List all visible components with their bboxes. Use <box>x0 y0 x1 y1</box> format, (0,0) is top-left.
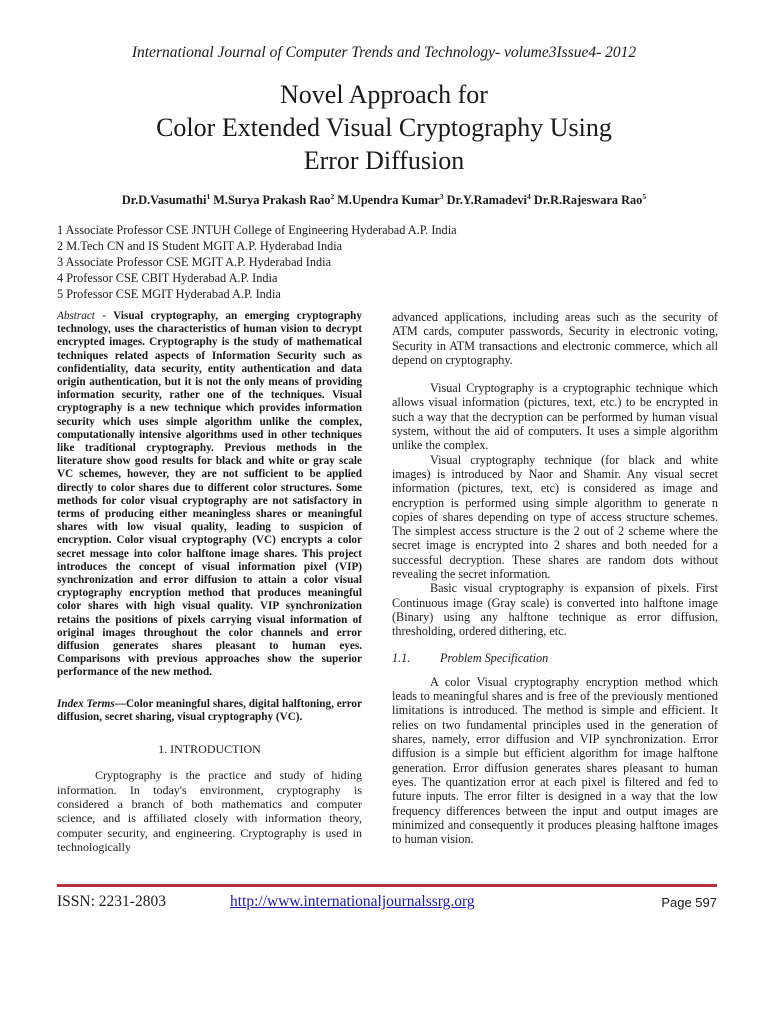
author-name: M.Upendra Kumar <box>337 193 440 207</box>
author-name: Dr.Y.Ramadevi <box>446 193 527 207</box>
index-terms-body: —Color meaningful shares, digital halftoning, error diffusion, secret sharing, visual cryptography (VC). <box>57 697 362 723</box>
affiliation: 1 Associate Professor CSE JNTUH College of Engineering Hyderabad A.P. India <box>57 223 457 237</box>
author-list <box>0 192 768 208</box>
right-column <box>392 310 718 846</box>
author-sup: 5 <box>642 192 647 201</box>
subsection-number: 1.1. <box>392 650 411 665</box>
author-sup: 2 <box>330 192 335 201</box>
author-name: Dr.D.Vasumathi <box>121 193 207 207</box>
footer-rule <box>57 884 717 887</box>
affiliation: 4 Professor CSE CBIT Hyderabad A.P. India <box>57 271 278 285</box>
author-sup: 1 <box>206 192 211 201</box>
left-column <box>57 310 362 854</box>
section-heading-introduction: 1. INTRODUCTION <box>158 742 261 757</box>
journal-header: International Journal of Computer Trends and Technology- volume3Issue4- 2012 <box>131 44 637 61</box>
intro-paragraph: Cryptography is the practice and study of hiding information. In today's environment, cryptography is considered a branch of both mathematics and computer science, and is affiliated closely with information theory, computer security, and engineering. Cryptography is used in technologically <box>57 768 362 854</box>
vc-paragraph-3: Basic visual cryptography is expansion of pixels. First Continuous image (Gray scale) is converted into halftone image (Binary) using any halftone technique as error diffusion, thresholding, ordered dithering, etc. <box>392 581 718 639</box>
author-name: Dr.R.Rajeswara Rao <box>533 193 643 207</box>
abstract-body: - Visual cryptography, an emerging cryptography technology, uses the characteristics of human vision to decrypt encrypted images. Cryptography is the study of mathematical techniques related aspects of Information Security such as confidentiality, data security, entity authentication and data origin authentication, but it is not the only means of providing information security, rather one of the techniques. Visual cryptography is a new technique which provides information security which uses simple algorithm unlike the complex, computationally intensive algorithms used in other techniques like traditional cryptography. Previous methods in the literature show good results for black and white or gray scale VC schemes, however, they are not sufficient to be applied directly to color shares due to different color structures. Some methods for color visual cryptography are not satisfactory in terms of producing either meaningless shares or meaningful shares with low visual quality, leading to suspicion of encryption. Color visual cryptography (VC) encrypts a color secret message into color halftone image shares. This project introduces the concept of visual information pixel (VIP) synchronization and error diffusion to attain a color visual cryptography encryption method that produces meaningful color shares with high visual quality. VIP synchronization retains the positions of pixels carrying visual information of original images throughout the color channels and error diffusion generates shares pleasant to human eyes. Comparisons with previous approaches show the superior performance of the new method. <box>57 310 362 679</box>
abstract-label: Abstract <box>57 310 95 322</box>
author-name: M.Surya Prakash Rao <box>213 193 331 207</box>
title-line-1: Novel Approach for <box>280 80 488 109</box>
affiliation: 2 M.Tech CN and IS Student MGIT A.P. Hyderabad India <box>57 239 343 253</box>
page-number: Page 597 <box>661 895 717 910</box>
affiliation: 3 Associate Professor CSE MGIT A.P. Hyderabad India <box>57 255 332 269</box>
paper-title <box>0 78 768 177</box>
affiliation: 5 Professor CSE MGIT Hyderabad A.P. India <box>57 287 281 301</box>
journal-website-link[interactable]: http://www.internationaljournalssrg.org <box>230 893 475 910</box>
subsection-heading <box>392 651 718 665</box>
vc-paragraph-1: Visual Cryptography is a cryptographic technique which allows visual information (pictures, text, etc.) to be encrypted in such a way that the decryption can be performed by human visual system, without the aid of computers. It uses a simple algorithm unlike the complex. <box>392 381 718 453</box>
index-terms <box>57 698 362 724</box>
vc-paragraph-2: Visual cryptography technique (for black and white images) is introduced by Naor and Shamir. Any visual secret information (pictures, text, etc) is considered as image and encryption is performed using simple algorithm to generate n copies of shares depending on type of access structure schemes. The simplest access structure is the 2 out of 2 scheme where the secret image is encrypted into 2 shares and both needed for a successful decryption. These shares are random dots without revealing the secret information. <box>392 452 718 582</box>
author-sup: 4 <box>526 192 531 201</box>
problem-spec-paragraph: A color Visual cryptography encryption method which leads to meaningful shares and is free of the previously mentioned limitations is introduced. The method is simple and efficient. It relies on two fundamental principles used in the generation of shares, namely, error diffusion and VIP synchronization. Error diffusion is a simple but efficient algorithm for image halftone generation. Error diffusion generates shares pleasant to human eyes. The quantization error at each pixel is filtered and fed to future inputs. The error filter is designed in a way that the low frequency differences between the input and output images are minimized and consequently it produces pleasing halftone images to human vision. <box>392 674 718 847</box>
author-sup: 3 <box>439 192 444 201</box>
page-footer <box>57 893 717 915</box>
intro-paragraph-continued: advanced applications, including areas such as the security of ATM cards, computer passwords, Security in electronic voting, Security in ATM transactions and electronic commerce, which all depend on cryptography. <box>392 310 718 367</box>
subsection-title: Problem Specification <box>440 650 549 665</box>
affiliation-list <box>57 222 457 302</box>
issn-label: ISSN: 2231-2803 <box>57 893 166 910</box>
title-line-2: Color Extended Visual Cryptography Using <box>156 113 612 142</box>
title-line-3: Error Diffusion <box>303 146 465 175</box>
index-terms-label: Index Terms <box>57 697 115 710</box>
abstract <box>57 310 362 680</box>
